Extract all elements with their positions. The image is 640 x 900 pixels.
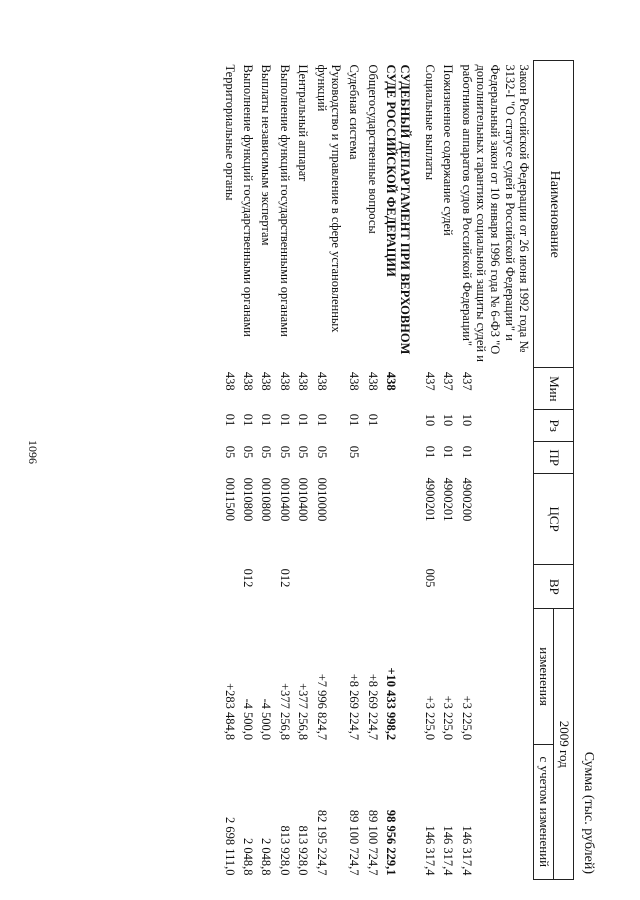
cell-name: Центральный аппарат [296,64,311,182]
cell-pr: 05 [241,445,256,459]
cell-vr [220,565,238,609]
col-header-changes: изменения [534,609,554,744]
cell-name: Социальные выплаты [422,64,437,181]
cell-vr: 005 [422,568,437,588]
cell-change: +8 269 224,7 [365,673,380,741]
cell-csr [363,474,381,565]
col-header-year: 2009 год [554,609,574,880]
cell-total: 813 928,0 [296,825,311,876]
table-row [457,61,533,880]
table-row [421,61,439,880]
cell-total: 146 317,4 [441,825,456,876]
cell-csr: 0010400 [277,477,292,522]
cell-pr [363,442,381,474]
cell-change: +10 433 998,2 [384,667,399,741]
cell-csr: 4900201 [422,477,437,522]
cell-min: 438 [259,371,274,391]
cell-name: СУДЕБНЫЙ ДЕПАРТАМЕНТ ПРИ ВЕРХОВНОМ СУДЕ РОССИЙСКОЙ ФЕДЕРАЦИИ [384,64,413,355]
row-spacer [415,61,421,880]
cell-vr: 012 [241,568,256,588]
cell-min: 438 [384,371,399,391]
cell-change: +377 256,8 [277,683,292,741]
cell-csr: 0010000 [314,477,329,522]
cell-rz: 01 [277,413,292,427]
cell-pr: 05 [259,445,274,459]
cell-min: 438 [347,371,362,391]
cell-csr: 0010800 [241,477,256,522]
cell-total: 98 956 229,1 [384,809,399,876]
cell-rz: 10 [422,413,437,427]
cell-name: Руководство и управление в сфере установленных функций [314,64,343,333]
cell-rz: 01 [347,413,362,427]
cell-name: Территориальные органы [222,64,237,201]
table-row [312,61,345,880]
cell-total: 2 048,8 [241,838,256,876]
cell-min: 438 [296,371,311,391]
col-header-name: Наименование [534,61,574,368]
cell-change: +3 225,0 [459,695,474,741]
cell-total: 89 100 724,7 [365,809,380,876]
cell-change: +283 484,8 [222,683,237,741]
cell-vr [294,565,312,609]
cell-min: 438 [222,371,237,391]
units-label: Сумма (тыс. рублей) [581,751,596,874]
cell-change: -4 500,0 [241,698,256,741]
cell-csr [382,474,415,565]
cell-vr [257,565,275,609]
cell-rz: 01 [365,413,380,427]
cell-name: Закон Российской Федерации от 26 июня 1992 года № 3132-I "О статусе судей в Российской Федерации" и Федеральный закон от 10 января 1996 года № 6-ФЗ "О дополнительных гарантиях социальной защиты судей и работников аппаратов судов Российской Федерации" [459,64,532,362]
cell-min: 438 [241,371,256,391]
cell-name: Общегосударственные вопросы [365,64,380,234]
cell-vr [457,565,533,609]
table-row [257,61,275,880]
cell-pr: 01 [459,445,474,459]
cell-total: 813 928,0 [277,825,292,876]
cell-rz: 01 [222,413,237,427]
cell-rz [382,410,415,442]
cell-csr: 0010400 [296,477,311,522]
cell-rz: 10 [459,413,474,427]
cell-min: 438 [365,371,380,391]
cell-name: Судебная система [347,64,362,160]
cell-min: 438 [314,371,329,391]
cell-csr: 4900200 [459,477,474,522]
cell-name: Выплаты независимым экспертам [259,64,274,246]
cell-pr [382,442,415,474]
cell-total: 2 048,8 [259,838,274,876]
cell-pr: 05 [277,445,292,459]
rotated-page-content [150,60,600,880]
budget-table [220,60,574,880]
cell-pr: 05 [222,445,237,459]
table-row [220,61,238,880]
cell-csr: 0010800 [259,477,274,522]
col-header-pr: ПР [534,442,574,474]
col-header-with-changes: с учетом изменений [534,744,554,879]
cell-name: Пожизненное содержание судей [441,64,456,236]
cell-vr: 012 [277,568,292,588]
page-number: 1096 [26,440,40,464]
cell-pr: 01 [441,445,456,459]
cell-rz: 01 [296,413,311,427]
col-header-csr: ЦСР [534,474,574,565]
table-row [345,61,363,880]
col-header-rz: Рз [534,410,574,442]
cell-change: +7 996 824,7 [314,673,329,741]
cell-total: 89 100 724,7 [347,809,362,876]
cell-total: 2 698 111,0 [222,817,237,876]
cell-rz: 10 [441,413,456,427]
table-row [294,61,312,880]
cell-vr [363,565,381,609]
col-header-vr: ВР [534,565,574,609]
cell-min: 437 [422,371,437,391]
cell-pr: 01 [422,445,437,459]
cell-csr: 4900201 [441,477,456,522]
cell-pr: 05 [314,445,329,459]
cell-rz: 01 [241,413,256,427]
col-header-min: Мин [534,368,574,410]
cell-total: 82 195 224,7 [314,809,329,876]
table-row [439,61,457,880]
cell-vr [312,565,345,609]
cell-total: 146 317,4 [422,825,437,876]
cell-vr [382,565,415,609]
cell-rz: 01 [259,413,274,427]
cell-name: Выполнение функций государственными органами [277,64,292,337]
cell-min: 437 [441,371,456,391]
table-row [382,61,415,880]
cell-vr [345,565,363,609]
cell-csr [345,474,363,565]
cell-change: +8 269 224,7 [347,673,362,741]
cell-rz: 01 [314,413,329,427]
cell-change: +377 256,8 [296,683,311,741]
cell-csr: 0011500 [222,477,237,521]
cell-change: -4 500,0 [259,698,274,741]
cell-name: Выполнение функций государственными органами [241,64,256,337]
cell-pr: 05 [296,445,311,459]
cell-vr [439,565,457,609]
cell-min: 438 [277,371,292,391]
table-row [239,61,257,880]
cell-change: +3 225,0 [441,695,456,741]
cell-total: 146 317,4 [459,825,474,876]
cell-change: +3 225,0 [422,695,437,741]
cell-min: 437 [459,371,474,391]
table-body [220,61,533,880]
table-row [363,61,381,880]
cell-pr: 05 [347,445,362,459]
table-row [276,61,294,880]
